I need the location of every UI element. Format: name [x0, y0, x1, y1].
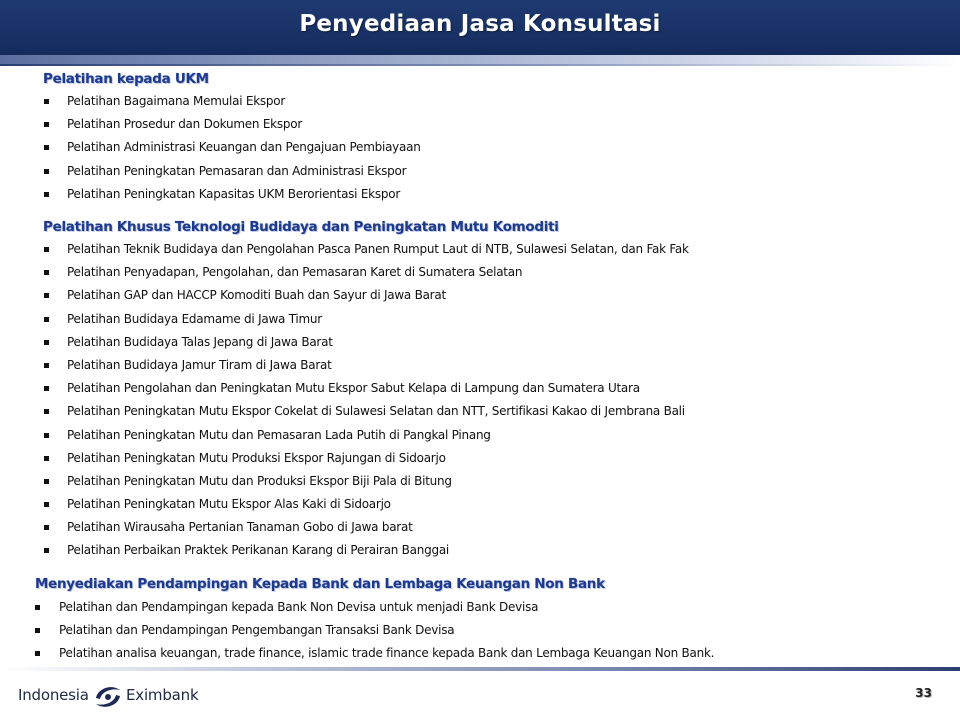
section-heading: Menyediakan Pendampingan Kepada Bank dan Lembaga Keuangan Non Bank — [35, 576, 605, 592]
list-item — [43, 424, 559, 447]
section-ukm-training — [43, 68, 421, 206]
list-item-text: Pelatihan Peningkatan Mutu Produksi Ekspor Rajungan di Sidoarjo — [67, 450, 446, 465]
list-item — [43, 331, 559, 354]
list-item-text: Pelatihan Administrasi Keuangan dan Pengajuan Pembiayaan — [67, 140, 421, 155]
square-bullet-icon — [44, 363, 49, 368]
logo-text-eximbank: Eximbank — [126, 686, 199, 704]
bullet-list — [43, 90, 421, 206]
list-item-text: Pelatihan GAP dan HACCP Komoditi Buah dan Sayur di Jawa Barat — [67, 288, 446, 303]
square-bullet-icon — [44, 502, 49, 507]
bullet-list — [43, 238, 689, 563]
list-item — [43, 470, 559, 493]
list-item-text: Pelatihan Perbaikan Praktek Perikanan Karang di Perairan Banggai — [67, 543, 450, 558]
list-item-text: Pelatihan dan Pendampingan Pengembangan Transaksi Bank Devisa — [59, 623, 455, 638]
title-underline — [0, 55, 960, 64]
square-bullet-icon — [44, 317, 49, 322]
list-item — [43, 90, 286, 113]
list-item-text: Pelatihan Wirausaha Pertanian Tanaman Gobo di Jawa barat — [67, 520, 413, 535]
eximbank-swirl-icon — [92, 682, 124, 712]
list-item-text: Pelatihan Peningkatan Mutu Ekspor Alas Kaki di Sidoarjo — [67, 497, 391, 512]
list-item-text: Pelatihan Peningkatan Kapasitas UKM Berorientasi Ekspor — [67, 186, 401, 201]
list-item — [43, 136, 421, 159]
square-bullet-icon — [44, 340, 49, 345]
list-item — [43, 261, 559, 284]
section-heading: Pelatihan kepada UKM — [43, 71, 209, 87]
square-bullet-icon — [44, 247, 49, 252]
square-bullet-icon — [44, 122, 49, 127]
list-item — [43, 284, 559, 307]
square-bullet-icon — [44, 145, 49, 150]
list-item-text: Pelatihan Peningkatan Mutu Ekspor Cokelat di Sulawesi Selatan dan NTT, Sertifikasi Kakao di Jembrana Bali — [67, 404, 685, 419]
square-bullet-icon — [44, 479, 49, 484]
list-item — [43, 238, 689, 261]
square-bullet-icon — [44, 99, 49, 104]
list-item — [43, 493, 559, 516]
list-item-text: Pelatihan Pengolahan dan Peningkatan Mutu Ekspor Sabut Kelapa di Lampung dan Sumatera Utara — [67, 381, 640, 396]
square-bullet-icon — [35, 605, 40, 610]
list-item — [43, 183, 401, 206]
list-item — [43, 539, 559, 562]
list-item-text: Pelatihan Budidaya Edamame di Jawa Timur — [67, 311, 322, 326]
list-item-text: Pelatihan Peningkatan Mutu dan Produksi Ekspor Biji Pala di Bitung — [67, 473, 452, 488]
list-item — [35, 642, 715, 665]
list-item-text: Pelatihan analisa keuangan, trade finance, islamic trade finance kepada Bank dan Lembaga Keuangan Non Bank. — [59, 646, 715, 661]
list-item — [43, 377, 640, 400]
square-bullet-icon — [44, 293, 49, 298]
title-underline-accent — [0, 64, 960, 66]
square-bullet-icon — [44, 386, 49, 391]
list-item-text: Pelatihan Prosedur dan Dokumen Ekspor — [67, 117, 303, 132]
square-bullet-icon — [44, 270, 49, 275]
list-item — [43, 516, 559, 539]
list-item-text: Pelatihan Peningkatan Pemasaran dan Administrasi Ekspor — [67, 163, 407, 178]
footer-rule — [0, 667, 960, 671]
square-bullet-icon — [44, 409, 49, 414]
section-heading: Pelatihan Khusus Teknologi Budidaya dan Peningkatan Mutu Komoditi — [43, 219, 559, 235]
list-item — [43, 113, 303, 136]
bullet-list — [35, 596, 715, 666]
list-item-text: Pelatihan Teknik Budidaya dan Pengolahan Pasca Panen Rumput Laut di NTB, Sulawesi Selatan, dan Fak Fak — [67, 242, 689, 256]
list-item-text: Pelatihan Budidaya Talas Jepang di Jawa Barat — [67, 334, 333, 349]
title-bar — [0, 0, 960, 55]
list-item-text: Pelatihan Budidaya Jamur Tiram di Jawa Barat — [67, 357, 332, 372]
list-item-text: Pelatihan dan Pendampingan kepada Bank Non Devisa untuk menjadi Bank Devisa — [59, 600, 539, 614]
square-bullet-icon — [44, 433, 49, 438]
square-bullet-icon — [35, 628, 40, 633]
logo-text-indonesia: Indonesia — [18, 686, 89, 704]
list-item-text: Pelatihan Bagaimana Memulai Ekspor — [67, 94, 286, 108]
list-item-text: Pelatihan Penyadapan, Pengolahan, dan Pemasaran Karet di Sumatera Selatan — [67, 265, 523, 280]
slide-title: Penyediaan Jasa Konsultasi — [299, 11, 661, 37]
list-item — [43, 308, 559, 331]
square-bullet-icon — [35, 651, 40, 656]
section-commodity-training — [43, 216, 689, 563]
square-bullet-icon — [44, 525, 49, 530]
section-bank-assistance — [35, 572, 715, 666]
list-item — [35, 596, 605, 619]
list-item-text: Pelatihan Peningkatan Mutu dan Pemasaran Lada Putih di Pangkal Pinang — [67, 427, 491, 442]
list-item — [35, 619, 605, 642]
list-item — [43, 354, 559, 377]
list-item — [43, 447, 559, 470]
list-item — [43, 400, 685, 423]
eximbank-logo — [18, 682, 318, 712]
square-bullet-icon — [44, 548, 49, 553]
square-bullet-icon — [44, 169, 49, 174]
page-number: 33 — [915, 686, 932, 700]
square-bullet-icon — [44, 192, 49, 197]
square-bullet-icon — [44, 456, 49, 461]
list-item — [43, 160, 407, 183]
